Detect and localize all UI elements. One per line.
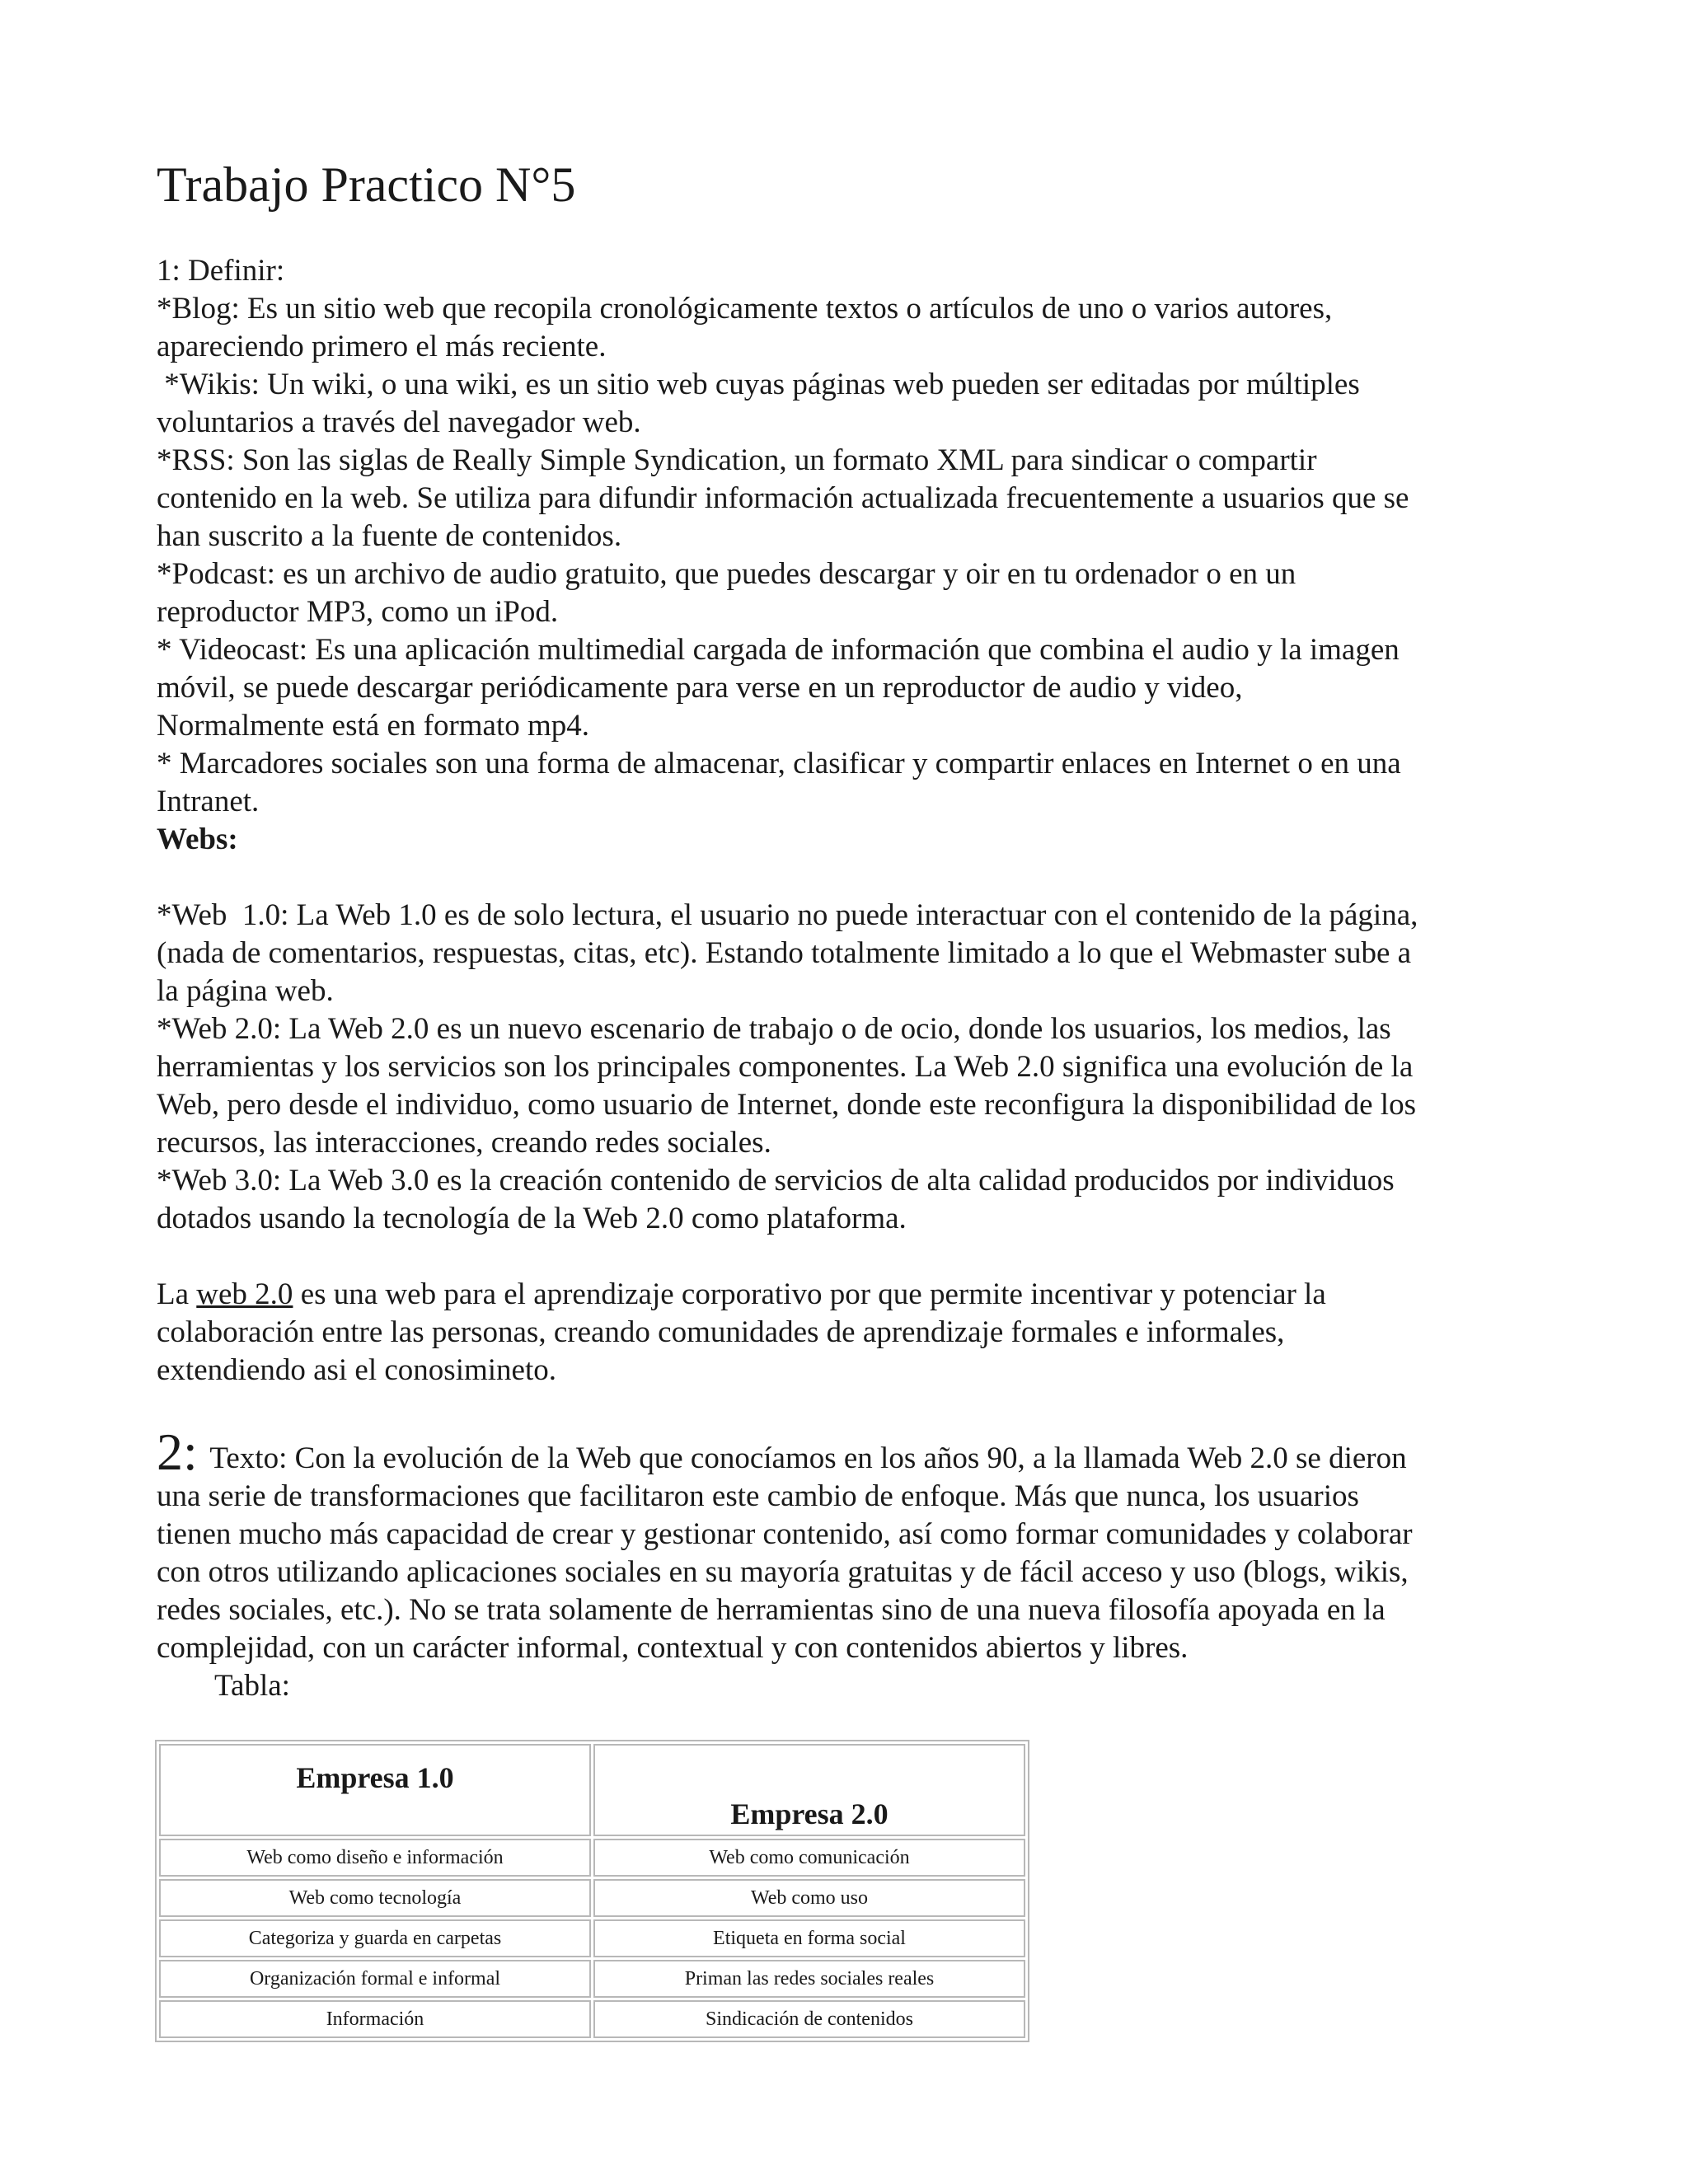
text-line: *Web 1.0: La Web 1.0 es de solo lectura, el usuario no puede interactuar con el contenido de la página, (157, 898, 1418, 932)
text-line: *Web 3.0: La Web 3.0 es la creación contenido de servicios de alta calidad producidos por individuos (157, 1164, 1395, 1197)
table-header: Empresa 2.0 (593, 1744, 1025, 1836)
text-line: 1: Definir: (157, 254, 285, 288)
table-header-row (159, 1744, 1025, 1836)
table-cell: Categoriza y guarda en carpetas (159, 1919, 591, 1957)
text-line: extendiendo asi el conosimineto. (157, 1353, 556, 1387)
table-cell: Sindicación de contenidos (593, 2000, 1025, 2038)
comparison-table (155, 1740, 1029, 2042)
table-row (159, 1839, 1025, 1877)
text-line: con otros utilizando aplicaciones sociales en su mayoría gratuitas y de fácil acceso y uso (blogs, wikis, (157, 1555, 1409, 1589)
table-cell: Web como uso (593, 1879, 1025, 1917)
text-line: Web, pero desde el individuo, como usuario de Internet, donde este reconfigura la disponibilidad de los (157, 1088, 1416, 1122)
text-line: tienen mucho más capacidad de crear y gestionar contenido, así como formar comunidades y colaborar (157, 1517, 1413, 1551)
text-line: la página web. (157, 974, 334, 1008)
text-line: móvil, se puede descargar periódicamente para verse en un reproductor de audio y video, (157, 671, 1243, 705)
text-line: *Web 2.0: La Web 2.0 es un nuevo escenario de trabajo o de ocio, donde los usuarios, los medios, las (157, 1012, 1391, 1046)
text-line: Intranet. (157, 785, 260, 818)
text-line: han suscrito a la fuente de contenidos. (157, 519, 622, 553)
webs-heading: Webs: (157, 823, 238, 856)
table-cell: Priman las redes sociales reales (593, 1960, 1025, 1998)
table-cell: Web como comunicación (593, 1839, 1025, 1877)
page-title: Trabajo Practico N°5 (157, 157, 576, 212)
text-line: *RSS: Son las siglas de Really Simple Syndication, un formato XML para sindicar o compartir (157, 443, 1317, 477)
text-line: Normalmente está en formato mp4. (157, 709, 590, 743)
table-header: Empresa 1.0 (159, 1744, 591, 1836)
text-line: *Wikis: Un wiki, o una wiki, es un sitio web cuyas páginas web pueden ser editadas por múltiples (157, 368, 1360, 401)
text-line: colaboración entre las personas, creando comunidades de aprendizaje formales e informales, (157, 1315, 1285, 1349)
text-line: voluntarios a través del navegador web. (157, 405, 641, 439)
section-2 (157, 1422, 1574, 1705)
web20-link[interactable]: web 2.0 (196, 1277, 293, 1311)
table-cell: Web como tecnología (159, 1879, 591, 1917)
tabla-label: Tabla: (214, 1669, 290, 1703)
table-row (159, 1919, 1025, 1957)
para-prefix: La (157, 1277, 197, 1311)
table-row (159, 1879, 1025, 1917)
table-cell: Información (159, 2000, 591, 2038)
text-line: una serie de transformaciones que facilitaron este cambio de enfoque. Más que nunca, los usuarios (157, 1479, 1359, 1513)
text-line: complejidad, con un carácter informal, contextual y con contenidos abiertos y libres. (157, 1631, 1189, 1665)
section-number: 2: (157, 1422, 198, 1481)
para-rest: es una web para el aprendizaje corporativo por que permite incentivar y potenciar la (293, 1277, 1326, 1311)
text-line: recursos, las interacciones, creando redes sociales. (157, 1126, 771, 1160)
table-cell: Web como diseño e información (159, 1839, 591, 1877)
table-cell: Etiqueta en forma social (593, 1919, 1025, 1957)
text-line: *Podcast: es un archivo de audio gratuito, que puedes descargar y oir en tu ordenador o en un (157, 557, 1296, 591)
text-line (157, 1422, 1574, 1481)
text-line: reproductor MP3, como un iPod. (157, 595, 559, 629)
text-line: redes sociales, etc.). No se trata solamente de herramientas sino de una nueva filosofía apoyada en la (157, 1593, 1386, 1627)
text-line: herramientas y los servicios son los principales componentes. La Web 2.0 significa una evolución de la (157, 1050, 1414, 1084)
text-line: apareciendo primero el más reciente. (157, 330, 607, 363)
text-line (157, 1276, 1558, 1314)
section-2-first-line: Texto: Con la evolución de la Web que conocíamos en los años 90, a la llamada Web 2.0 se dieron (202, 1441, 1407, 1475)
text-line: * Marcadores sociales son una forma de almacenar, clasificar y compartir enlaces en Internet o en una (157, 747, 1401, 780)
text-line: *Blog: Es un sitio web que recopila cronológicamente textos o artículos de uno o varios autores, (157, 292, 1333, 326)
table-row (159, 2000, 1025, 2038)
text-line: contenido en la web. Se utiliza para difundir información actualizada frecuentemente a usuarios que se (157, 481, 1409, 515)
text-line: (nada de comentarios, respuestas, citas, etc). Estando totalmente limitado a lo que el Webmaster sube a (157, 936, 1412, 970)
text-line: * Videocast: Es una aplicación multimedial cargada de información que combina el audio y la imagen (157, 633, 1400, 667)
table-cell: Organización formal e informal (159, 1960, 591, 1998)
section-1 (157, 252, 1558, 1390)
table-row (159, 1960, 1025, 1998)
text-line: dotados usando la tecnología de la Web 2.0 como plataforma. (157, 1202, 907, 1235)
